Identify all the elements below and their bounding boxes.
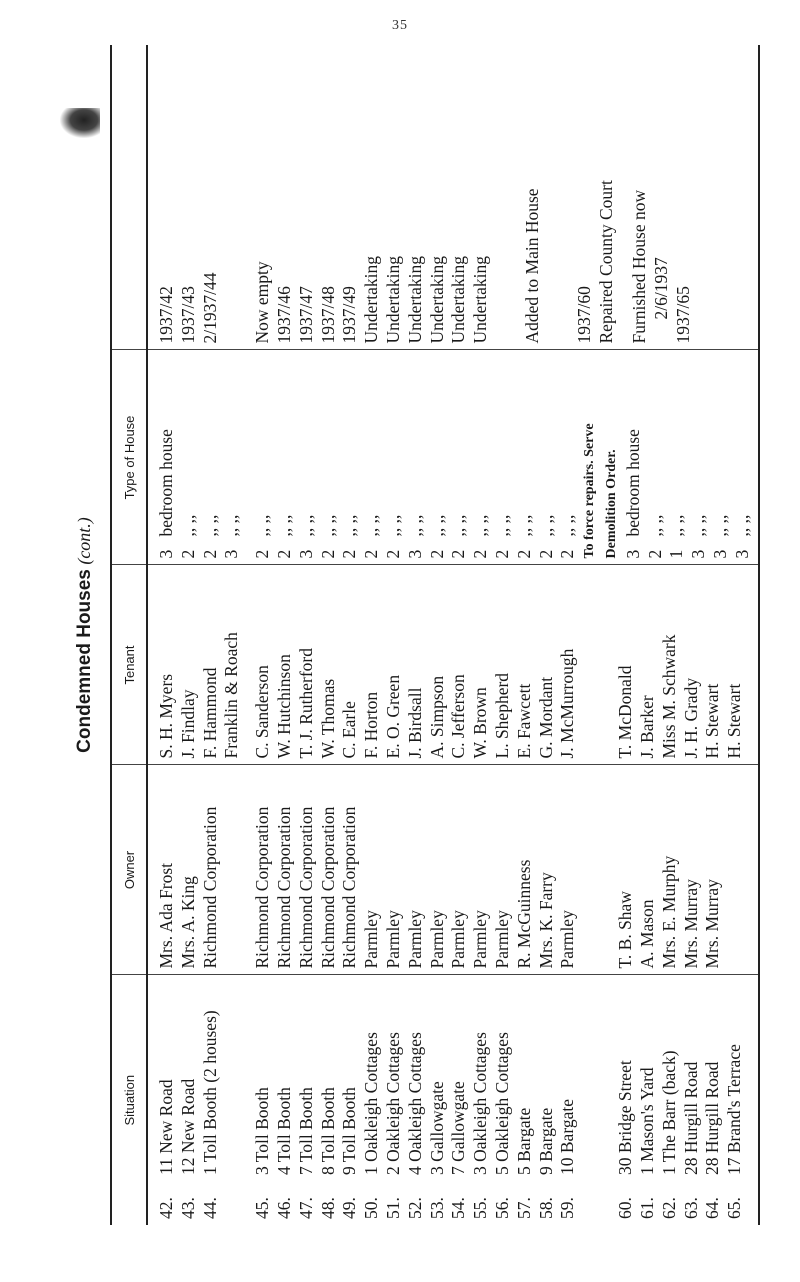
table-row: 57.5 Bargate xyxy=(513,1107,534,1219)
table-row: 61.1 Mason's Yard xyxy=(636,1067,657,1219)
table-row: 45.3 Toll Booth xyxy=(252,1087,273,1219)
condemned-houses-table xyxy=(110,45,760,1225)
type-note-2: Demolition Order. xyxy=(603,449,619,559)
table-row: 46.4 Toll Booth xyxy=(273,1087,294,1219)
table-row: 60.30 Bridge Street xyxy=(615,1060,636,1219)
table-row: 47.7 Toll Booth xyxy=(295,1087,316,1219)
table-row: 64.28 Hurgill Road xyxy=(702,1061,723,1219)
table-header-row xyxy=(111,45,147,1225)
header-notes xyxy=(111,45,147,350)
tenant-column: S. H. Myers J. Findlay F. Hammond Franklin & Roach C. Sanderson W. Hutchinson T. J. Rutherford W. Thomas C. Earle F. Horton E. O. Green J. Birdsall A. Simpson C. Jefferson W. Brown L. Shepherd E. Fawcett G. Mordant J. McMurrough T. McDonald J. Barker Miss M. Schwark J. H. Grady H. Stewart H. Stewart xyxy=(147,565,759,765)
table-row: 54.7 Gallowgate xyxy=(448,1081,469,1219)
title-text: Condemned Houses xyxy=(74,569,95,753)
owner-column: Mrs. Ada Frost Mrs. A. King Richmond Corporation Richmond Corporation Richmond Corporation Richmond Corporation Richmond Corporation Richmond Corporation Parmley Parmley Parmley Parmley Parmley Parmley Parmley R. McGuinness Mrs. K. Farry Parmley T. B. Shaw A. Mason Mrs. E. Murphy Mrs. Murray Mrs. Murray xyxy=(147,765,759,975)
header-tenant: Tenant xyxy=(111,565,147,765)
table-row: 56.5 Oakleigh Cottages xyxy=(491,1032,512,1219)
type-note-1: To force repairs. Serve xyxy=(582,423,598,559)
table-row: 49.9 Toll Booth xyxy=(339,1087,360,1219)
table-body-row xyxy=(147,45,759,1225)
table-row: 55.3 Oakleigh Cottages xyxy=(470,1032,491,1219)
table-row: 53.3 Gallowgate xyxy=(426,1081,447,1219)
title-continued: (cont.) xyxy=(74,517,94,565)
header-type: Type of House xyxy=(111,350,147,565)
notes-column: 1937/42 1937/43 2/1937/44 Now empty 1937/46 1937/47 1937/48 1937/49 Undertaking Undertaking Undertaking Undertaking Undertaking Undertaking Added to Main House 1937/60 Repaired County Court Furnished House now 2/6/1937 1937/65 xyxy=(147,45,759,350)
table-row: 59.10 Bargate xyxy=(557,1099,578,1219)
type-column: 3bedroom house 2,, ,, 2,, ,, 3,, ,, 2,, ,, 2,, ,, 3,, ,, 2,, ,, 2,, ,, 2,, ,, 2,, ,, 3,, ,, 2,, ,, 2,, ,, 2,, ,, 2,, ,, 2,, ,, 2,, ,, 2,, ,, To force repairs. Serve Demolition Order. 3bedroom house 2,, ,, 1,, ,, 3,, ,, 3,, ,, 3,, ,, xyxy=(147,350,759,565)
rotated-page-content xyxy=(65,45,752,1225)
table-row: 58.9 Bargate xyxy=(535,1107,556,1219)
page-title xyxy=(65,45,105,1225)
table-row: 63.28 Hurgill Road xyxy=(680,1061,701,1219)
table-row: 44.1 Toll Booth (2 houses) xyxy=(199,1010,220,1219)
header-situation: Situation xyxy=(111,975,147,1225)
table-row: 52.4 Oakleigh Cottages xyxy=(404,1032,425,1219)
table-row: 62.1 The Barr (back) xyxy=(658,1050,679,1219)
situation-column xyxy=(147,975,759,1225)
table-row: 42.11 New Road xyxy=(156,1079,176,1219)
page-number: 35 xyxy=(392,18,408,33)
header-owner: Owner xyxy=(111,765,147,975)
table-row: 65.17 Brand's Terrace xyxy=(724,1044,745,1219)
table-row: 43.12 New Road xyxy=(177,1078,198,1219)
table-row: 51.2 Oakleigh Cottages xyxy=(382,1032,403,1219)
table-row: 48.8 Toll Booth xyxy=(317,1087,338,1219)
table-row: 50.1 Oakleigh Cottages xyxy=(361,1032,382,1219)
